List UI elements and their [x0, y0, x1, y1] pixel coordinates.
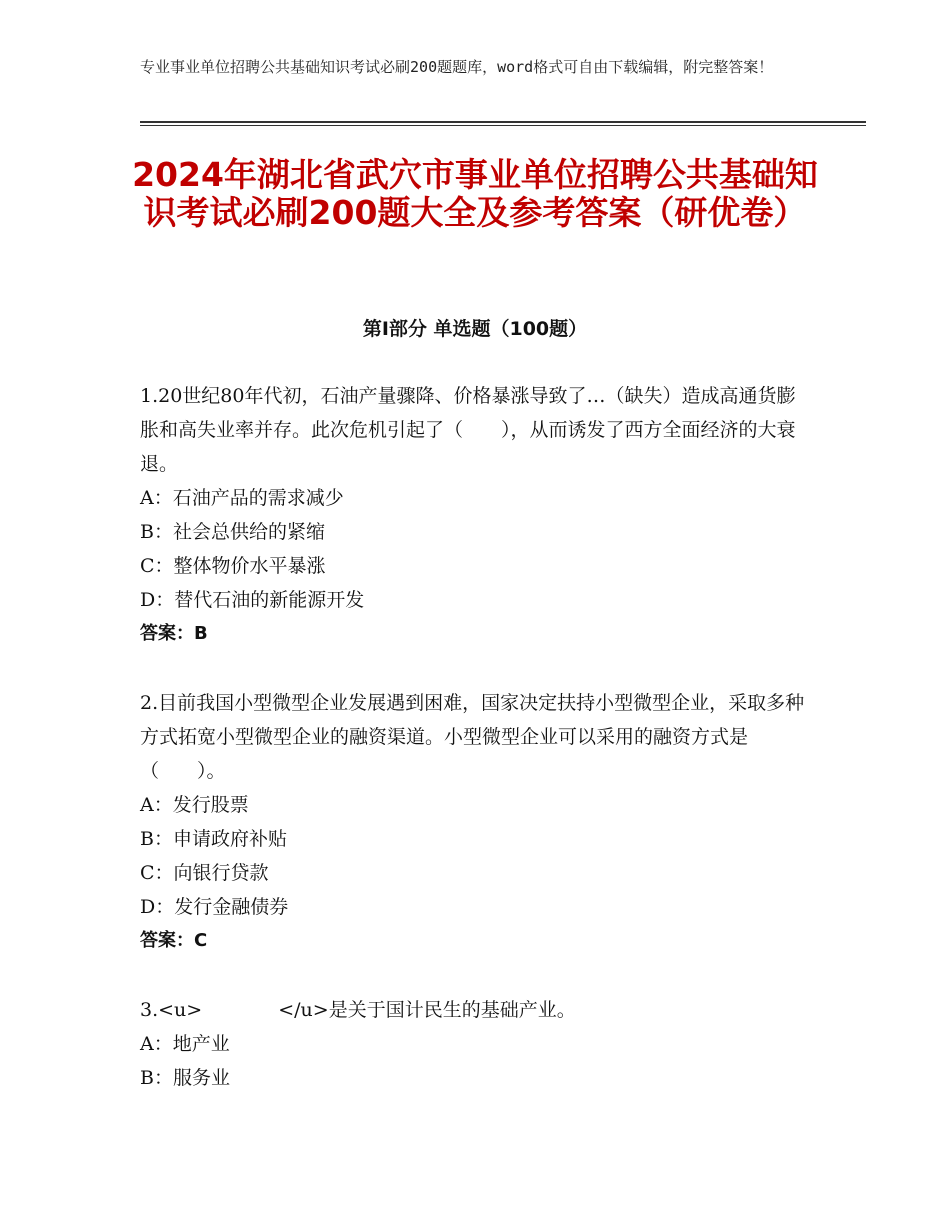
document-title: 2024年湖北省武穴市事业单位招聘公共基础知识考试必刷200题大全及参考答案（研优卷）	[132, 155, 818, 232]
question-3-option-b: B：服务业	[140, 1067, 230, 1089]
question-3-option-a: A：地产业	[140, 1033, 230, 1055]
header-divider-thin	[140, 125, 866, 126]
question-2-option-a: A：发行股票	[140, 794, 249, 816]
question-2-option-d: D：发行金融债券	[140, 896, 289, 918]
question-2-stem: 2.目前我国小型微型企业发展遇到困难，国家决定扶持小型微型企业，采取多种方式拓宽小型微型企业的融资渠道。小型微型企业可以采用的融资方式是（ ）。	[140, 692, 805, 782]
question-1-option-d: D：替代石油的新能源开发	[140, 589, 365, 611]
question-3-stem-prefix: 3.<u>	[140, 999, 203, 1021]
header-divider	[140, 121, 866, 123]
question-1-option-a: A：石油产品的需求减少	[140, 487, 344, 509]
question-3-stem-suffix: </u>是关于国计民生的基础产业。	[278, 999, 576, 1021]
question-2-option-b: B：申请政府补贴	[140, 828, 287, 850]
question-1-stem: 1.20世纪80年代初，石油产量骤降、价格暴涨导致了…（缺失）造成高通货膨胀和高失业率并存。此次危机引起了（ ），从而诱发了西方全面经济的大衰退。	[140, 385, 796, 475]
question-1-option-b: B：社会总供给的紧缩	[140, 521, 325, 543]
question-1-option-c: C：整体物价水平暴涨	[140, 555, 326, 577]
question-3-stem	[140, 993, 576, 1027]
question-2-option-c: C：向银行贷款	[140, 862, 269, 884]
header-note: 专业事业单位招聘公共基础知识考试必刷200题题库，word格式可自由下载编辑，附完整答案！	[140, 58, 774, 76]
question-2-answer: 答案：C	[140, 930, 208, 951]
section-title: 第Ⅰ部分 单选题（100题）	[362, 318, 588, 340]
question-1-answer: 答案：B	[140, 623, 208, 644]
